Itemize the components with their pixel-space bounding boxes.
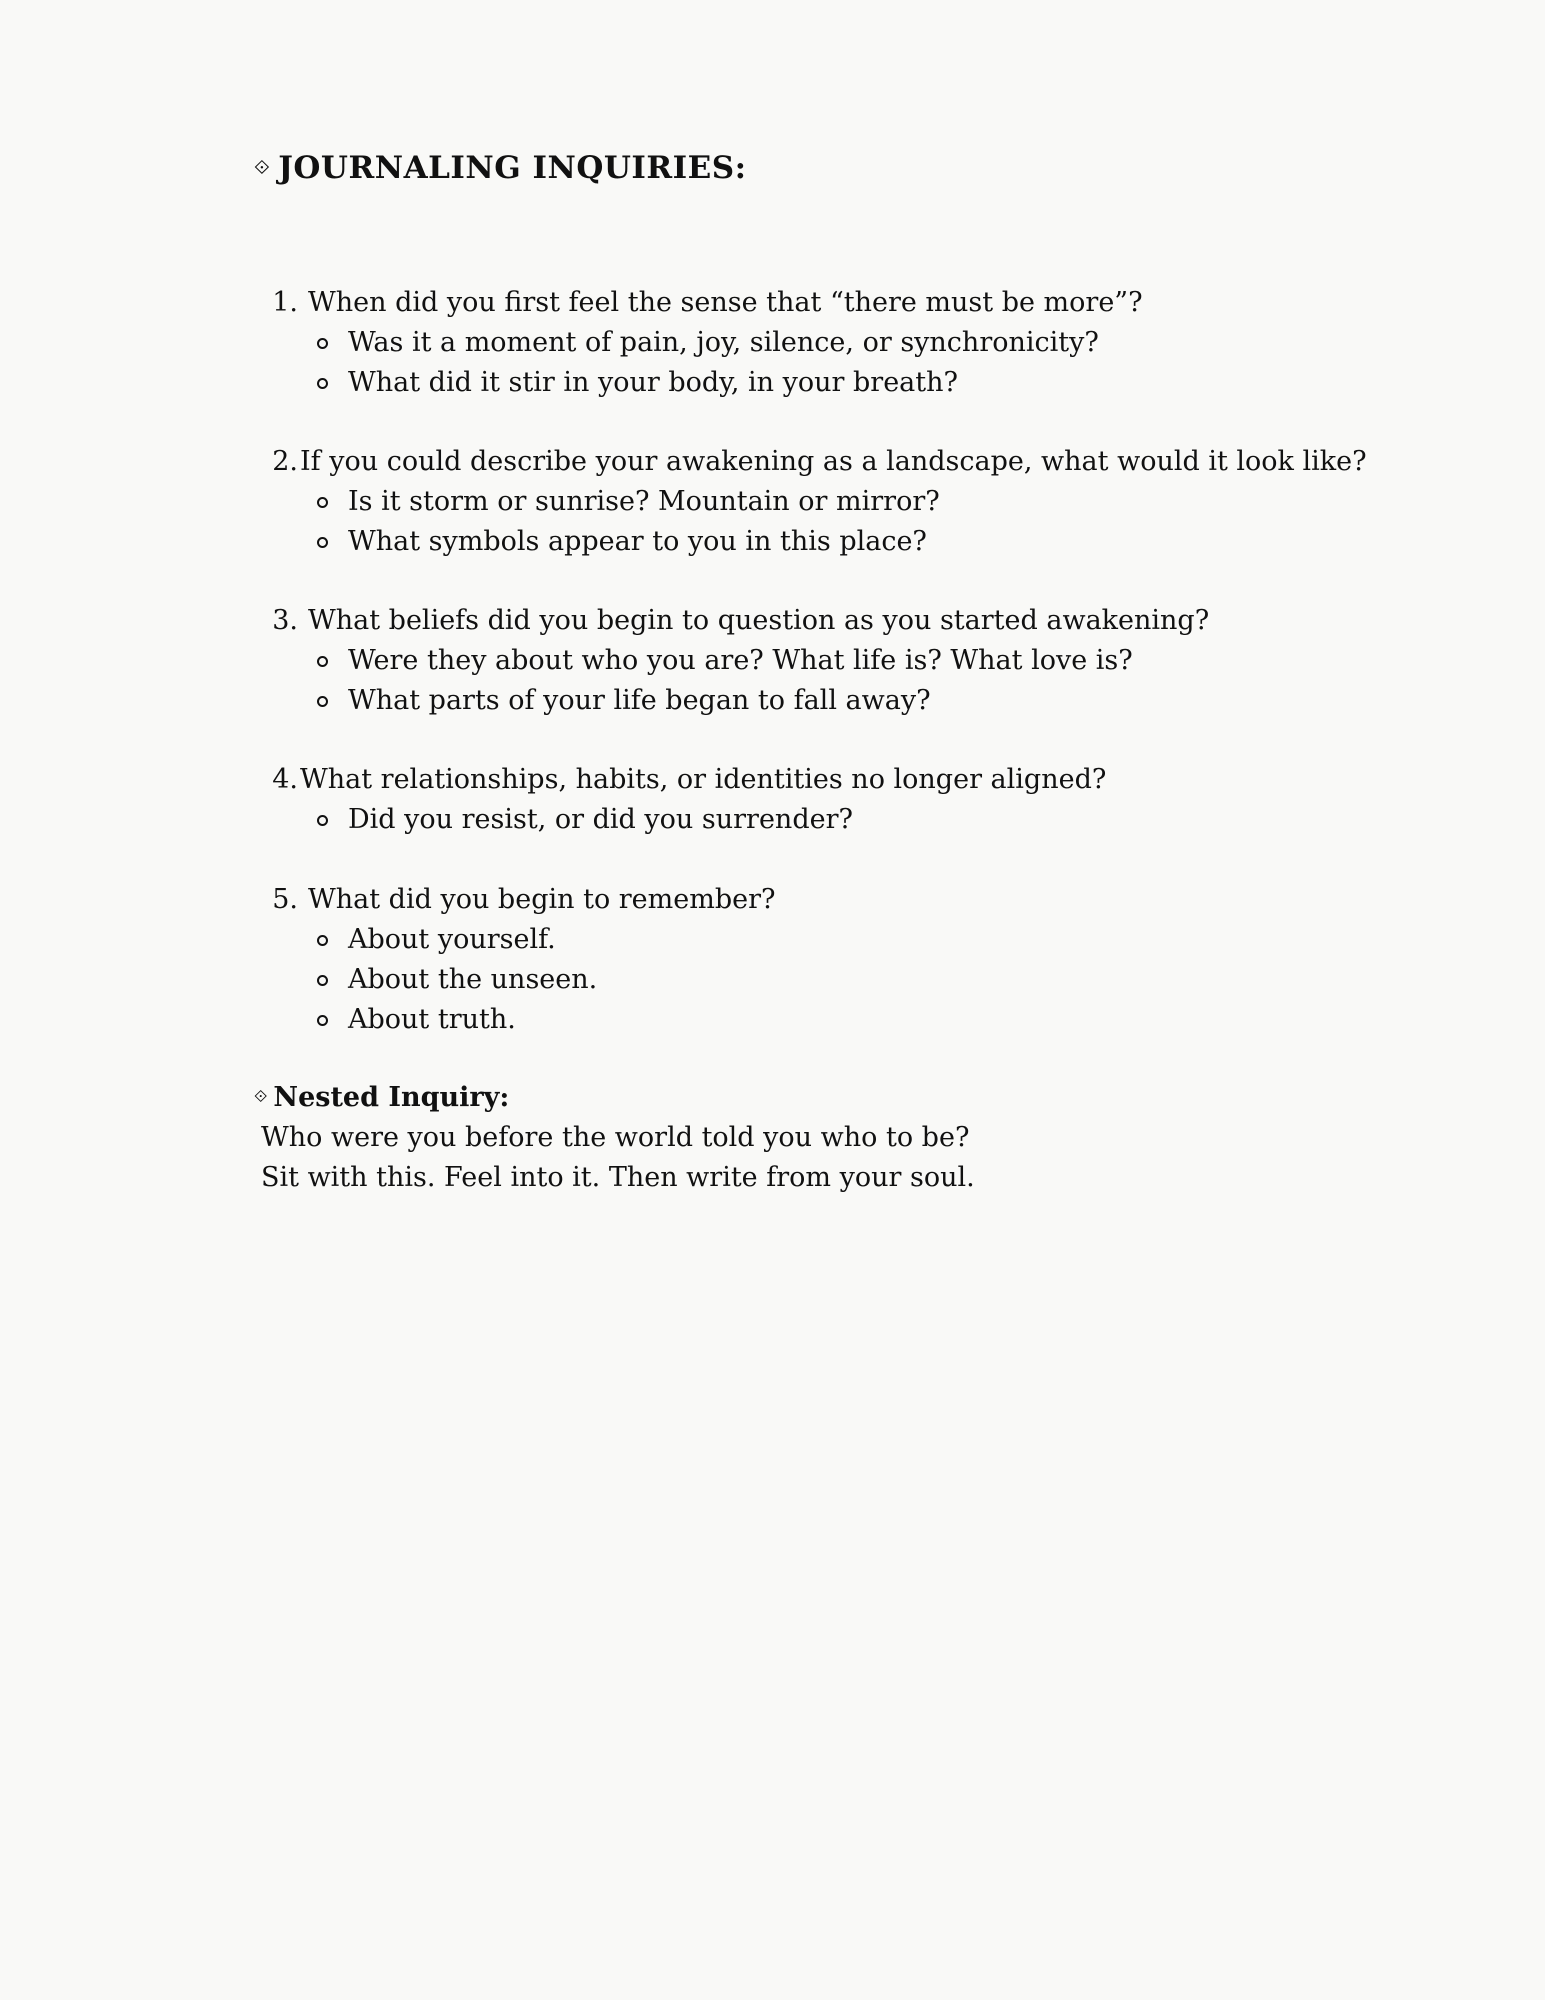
question-number: 2. — [272, 446, 298, 477]
hollow-bullet-icon — [317, 378, 328, 389]
question-number: 3. — [272, 605, 298, 636]
hollow-bullet-icon — [317, 656, 328, 667]
diamond-icon: ⟐ — [254, 1086, 268, 1107]
question-text: If you could describe your awakening as a landscape, what would it look like? — [300, 446, 1367, 477]
hollow-bullet-icon — [317, 975, 328, 986]
page-title-text: JOURNALING INQUIRIES: — [278, 150, 747, 186]
sub-question: What parts of your life began to fall away? — [348, 685, 931, 716]
hollow-bullet-icon — [317, 497, 328, 508]
sub-question: About the unseen. — [348, 964, 598, 995]
sub-question: Was it a moment of pain, joy, silence, or synchronicity? — [348, 327, 1099, 358]
sub-question: What did it stir in your body, in your breath? — [348, 367, 958, 398]
sub-question: About truth. — [348, 1004, 516, 1035]
hollow-bullet-icon — [317, 696, 328, 707]
nested-inquiry-label: Nested Inquiry: — [273, 1082, 510, 1113]
sub-question: Did you resist, or did you surrender? — [348, 804, 853, 835]
nested-inquiry-line: Who were you before the world told you who to be? — [261, 1122, 970, 1153]
hollow-bullet-icon — [317, 537, 328, 548]
question-text: What did you begin to remember? — [308, 884, 776, 915]
sub-question: About yourself. — [348, 924, 556, 955]
question-text: What relationships, habits, or identities no longer aligned? — [300, 764, 1107, 795]
sub-question: What symbols appear to you in this place? — [348, 526, 927, 557]
page-title — [254, 150, 747, 186]
hollow-bullet-icon — [317, 815, 328, 826]
question-text: When did you first feel the sense that “there must be more”? — [308, 287, 1143, 318]
question-number: 5. — [272, 884, 298, 915]
sub-question: Is it storm or sunrise? Mountain or mirror? — [348, 486, 940, 517]
hollow-bullet-icon — [317, 1015, 328, 1026]
hollow-bullet-icon — [317, 338, 328, 349]
nested-inquiry-heading — [254, 1078, 509, 1119]
nested-inquiry-line: Sit with this. Feel into it. Then write from your soul. — [261, 1162, 975, 1193]
question-number: 1. — [272, 287, 298, 318]
question-number: 4. — [272, 764, 298, 795]
sub-question: Were they about who you are? What life is? What love is? — [348, 645, 1133, 676]
question-text: What beliefs did you begin to question as you started awakening? — [308, 605, 1210, 636]
hollow-bullet-icon — [317, 935, 328, 946]
diamond-icon: ⟐ — [254, 154, 271, 179]
